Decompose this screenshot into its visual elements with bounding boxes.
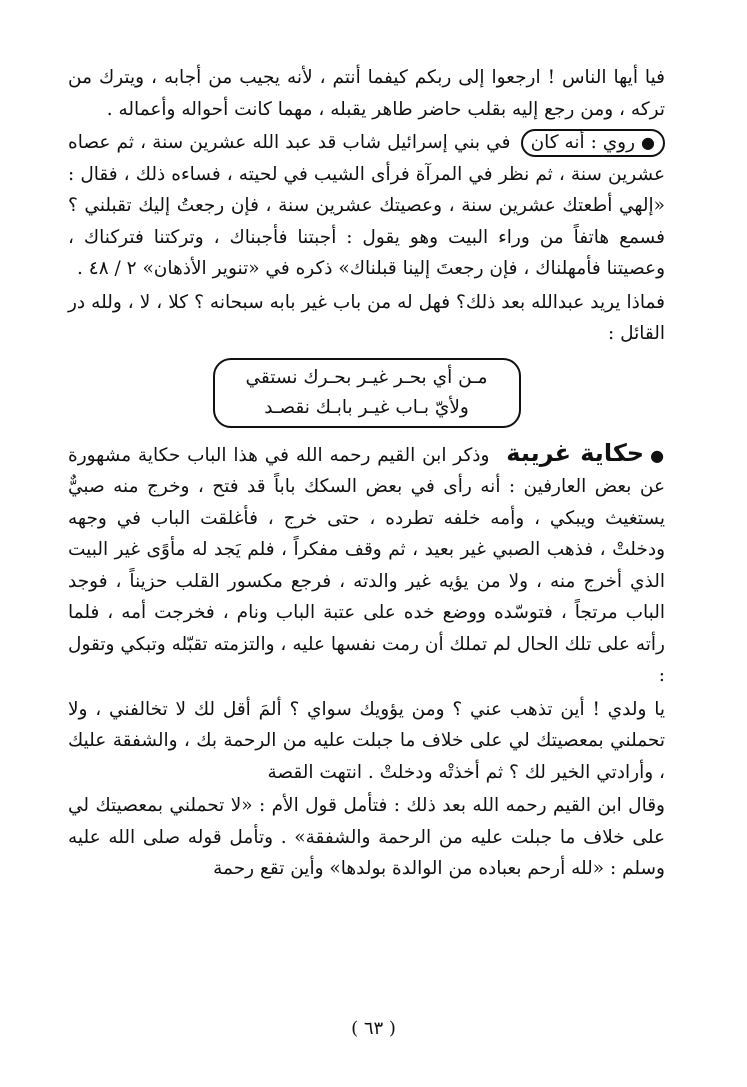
poem-box bbox=[213, 358, 521, 428]
page-number: ( ٦٣ ) bbox=[351, 1018, 396, 1039]
narration-tag-label: روي : أنه كان bbox=[530, 132, 636, 153]
paragraph-mother-speech: يا ولدي ! أين تذهب عني ؟ ومن يؤويك سواي ؟ ألمَ أقل لك لا تخالفني ، ولا تحملني بمعصيتك لي على خلاف ما جبلت عليه من الرحمة بك ، والشفقة عليك ، وأرادتي الخير لك ؟ ثم أخذتْه ودخلتْ . انتهت القصة bbox=[68, 698, 665, 783]
narration-text: في بني إسرائيل شاب قد عبد الله عشرين سنة ، ثم عصاه عشرين سنة ، ثم نظر في المرآة فرأى الشيب في لحيته ، فساءه ذلك ، فقال : «إلهي أطعتك عشرين سنة ، وعصيتك عشرين سنة ، فإن رجعتُ إليك تقبلني ؟ فسمع هاتفاً من وراء البيت وهو يقول : أجبتنا فأجبناك ، وتركتنا فتركناك ، وعصيتنا فأمهلناك ، فإن رجعتَ إلينا قبلناك» ذكره في «تنوير الأذهان» ٢ / ٤٨ . bbox=[68, 132, 665, 279]
story-heading: حكاية غريبة bbox=[506, 438, 645, 467]
paragraph-intro: فيا أيها الناس ! ارجعوا إلى ربكم كيفما أنتم ، لأنه يجيب من أجابه ، ويترك من تركه ، ومن رجع إليه بقلب حاضر طاهر يقبله ، مهما كانت أحواله وأعماله . bbox=[68, 67, 665, 120]
paragraph-question: فماذا يريد عبدالله بعد ذلك؟ فهل له من باب غير بابه سبحانه ؟ كلا ، لا ، ولله در القائل : bbox=[68, 291, 665, 344]
bullet-icon: ● bbox=[650, 445, 665, 465]
bullet-icon: ● bbox=[641, 133, 656, 152]
story-text: وذكر ابن القيم رحمه الله في هذا الباب حكاية مشهورة عن بعض العارفين : أنه رأى في بعض السكك باباً قد فتح ، وخرج منه صبيٌّ يستغيث ويبكي ، وأمه خلفه تطرده ، حتى خرج ، فأغلقت الباب في وجهه ودخلتْ ، فذهب الصبي غير بعيد ، ثم وقف مفكراً ، فلم يَجد له مأوًى غير البيت الذي أخرج منه ، ولا من يؤيه غير والدته ، فرجع مكسور القلب حزيناً ، فوجد الباب مرتجاً ، فتوسّده ووضع خده على عتبة الباب ونام ، فخرجت أمه ، فلما رأته على تلك الحال لم تملك أن رمت نفسها عليه ، والتزمته تقبّله وتبكي وتقول : bbox=[68, 444, 665, 686]
narration-tag-box bbox=[521, 129, 665, 157]
paragraph-commentary: وقال ابن القيم رحمه الله بعد ذلك : فتأمل قول الأم : «لا تحملني بمعصيتك لي على خلاف ما جبلت عليه من الرحمة والشفقة» . وتأمل قوله صلى الله عليه وسلم : «لله أرحم بعباده من الوالدة بولدها» وأين تقع رحمة bbox=[68, 795, 665, 879]
paragraph-story bbox=[68, 438, 665, 692]
poem-line-2: ولأيّ بـاب غيـر بابـك نقصـد bbox=[264, 396, 469, 418]
poem-line-1: مـن أي بحـر غيـر بحـرك نستقي bbox=[245, 366, 488, 388]
paragraph-narration bbox=[68, 127, 665, 285]
